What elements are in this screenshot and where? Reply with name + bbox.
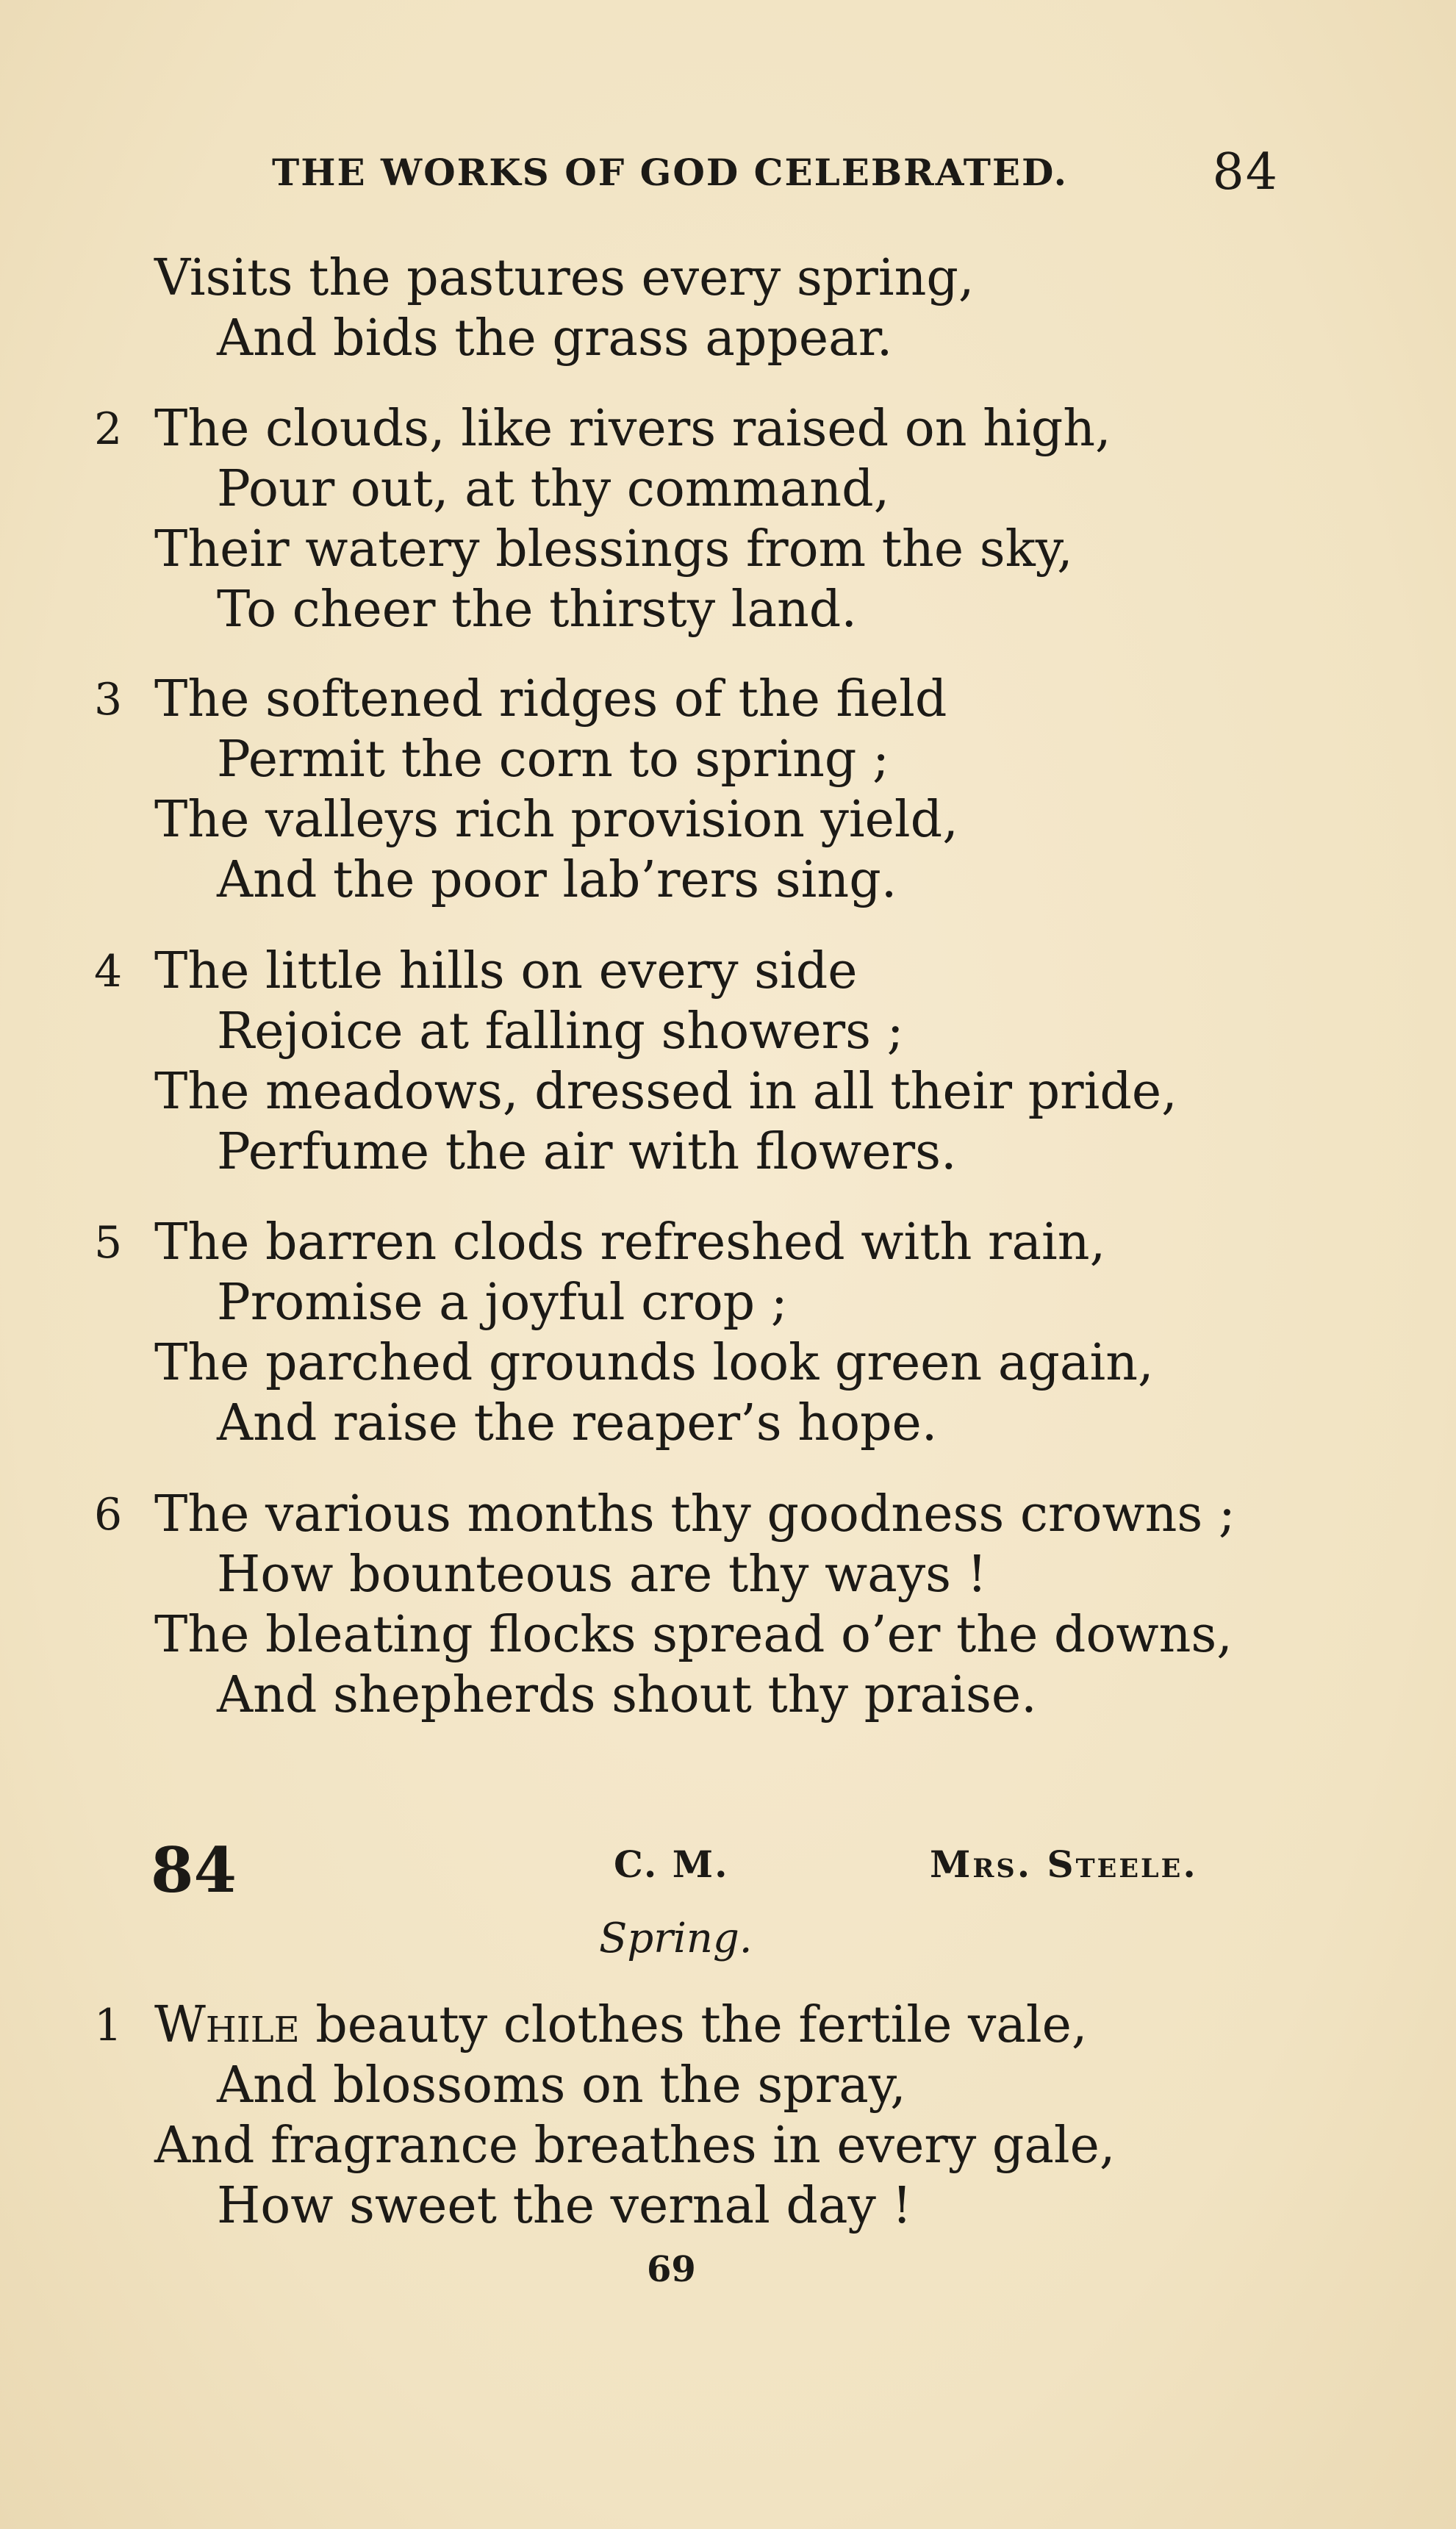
verse-line: The valleys rich provision yield, xyxy=(154,791,958,849)
verse-line: And blossoms on the spray, xyxy=(217,2056,906,2114)
hymn-meter: C. M. xyxy=(614,1843,729,1886)
verse-line: Perfume the air with flowers. xyxy=(217,1123,957,1181)
running-title: THE WORKS OF GOD CELEBRATED. xyxy=(272,151,1069,194)
verse-line: The clouds, like rivers raised on high, xyxy=(154,400,1111,458)
page-number: 84 xyxy=(1212,143,1279,201)
verse-line: The various months thy goodness crowns ; xyxy=(154,1485,1236,1543)
verse-line: Permit the corn to spring ; xyxy=(217,731,889,789)
verse-line: And the poor lab’rers sing. xyxy=(217,851,897,909)
hymn-subtitle: Spring. xyxy=(599,1915,753,1962)
verse-line: And bids the grass appear. xyxy=(217,309,893,367)
verse-line: Visits the pastures every spring, xyxy=(154,249,975,307)
verse-line: The bleating flocks spread o’er the downs, xyxy=(154,1606,1233,1664)
first-line-rest: beauty clothes the fertile vale, xyxy=(299,1996,1088,2054)
verse-line: Pour out, at thy command, xyxy=(217,460,890,518)
verse-line: Promise a joyful crop ; xyxy=(217,1274,788,1332)
stanza-number: 3 xyxy=(94,674,123,725)
verse-line: Rejoice at falling showers ; xyxy=(217,1002,904,1061)
hymn-number: 84 xyxy=(151,1834,237,1906)
verse-line: The little hills on every side xyxy=(154,942,858,1000)
verse-line: Their watery blessings from the sky, xyxy=(154,520,1073,578)
stanza-number: 4 xyxy=(94,946,123,997)
verse-line: How bounteous are thy ways ! xyxy=(217,1546,987,1604)
verse-line: How sweet the vernal day ! xyxy=(217,2177,912,2235)
stanza-number: 2 xyxy=(94,403,123,455)
verse-line: And shepherds shout thy praise. xyxy=(217,1666,1037,1724)
stanza-number: 1 xyxy=(94,2000,123,2051)
verse-line: And fragrance breathes in every gale, xyxy=(154,2117,1116,2175)
verse-line: To cheer the thirsty land. xyxy=(217,581,857,639)
hymn-author: Mrs. Steele. xyxy=(930,1843,1198,1886)
stanza-number: 5 xyxy=(94,1217,123,1269)
signature-mark: 69 xyxy=(647,2249,696,2290)
first-word: While xyxy=(154,1996,300,2054)
verse-line: The parched grounds look green again, xyxy=(154,1334,1154,1392)
verse-line: The barren clods refreshed with rain, xyxy=(154,1213,1106,1271)
verse-line xyxy=(154,1996,1088,2054)
stanza-number: 6 xyxy=(94,1489,123,1540)
verse-line: And raise the reaper’s hope. xyxy=(217,1394,938,1452)
verse-line: The softened ridges of the field xyxy=(154,670,947,728)
verse-line: The meadows, dressed in all their pride, xyxy=(154,1063,1177,1121)
